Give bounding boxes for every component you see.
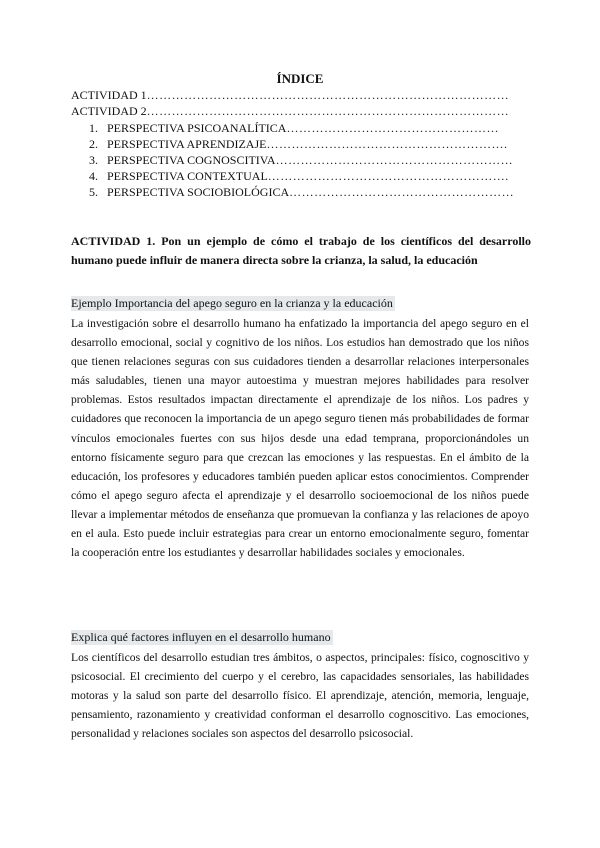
toc-subentry-sociobiologica[interactable]	[89, 185, 514, 200]
factors-subheading: Explica qué factores influyen en el desarrollo humano	[71, 630, 331, 644]
toc-leader-dots: …………………………………………………	[275, 153, 514, 167]
toc-subentry-label: PERSPECTIVA CONTEXTUAL	[107, 169, 268, 183]
toc-subentry-aprendizaje[interactable]	[89, 137, 507, 152]
toc-subentry-psicoanalitica[interactable]	[89, 121, 499, 136]
toc-leader-dots: ………………………………………………	[289, 185, 515, 199]
toc-title: ÍNDICE	[276, 71, 324, 86]
toc-subentry-number: 2.	[89, 137, 98, 151]
toc-entry-actividad-2[interactable]	[71, 104, 509, 119]
toc-leader-dots: ………………………………………………….	[266, 137, 508, 151]
toc-subentry-number: 4.	[89, 169, 98, 183]
toc-subentry-number: 3.	[89, 153, 98, 167]
toc-subentry-number: 5.	[89, 185, 98, 199]
toc-subentry-label: PERSPECTIVA SOCIOBIOLÓGICA	[107, 185, 290, 199]
toc-subentry-label: PERSPECTIVA COGNOSCITIVA	[107, 153, 276, 167]
toc-subentry-contextual[interactable]	[89, 169, 509, 184]
activity-1-heading: ACTIVIDAD 1. Pon un ejemplo de cómo el trabajo de los científicos del desarrollo humano puede influir de manera directa sobre la crianza, la salud, la educación	[71, 234, 531, 267]
toc-subentry-label: PERSPECTIVA APRENDIZAJE	[107, 137, 267, 151]
example-subheading: Ejemplo Importancia del apego seguro en la crianza y la educación	[71, 296, 393, 310]
factors-paragraph: Los científicos del desarrollo estudian tres ámbitos, o aspectos, principales: físico, cognoscitivo y psicosocial. El crecimiento del cuerpo y el cerebro, las capacidades sensoriales, las habilidades motoras y la salud son parte del desarrollo físico. El aprendizaje, atención, memoria, lenguaje, pensamiento, razonamiento y creatividad conforman el desarrollo cognoscitivo. Las emociones, personalidad y relaciones sociales son aspectos del desarrollo psicosocial.	[71, 651, 529, 741]
toc-leader-dots: ……………………………………………………………………………	[146, 88, 510, 102]
toc-entry-actividad-1[interactable]	[71, 88, 509, 103]
example-paragraph: La investigación sobre el desarrollo humano ha enfatizado la importancia del apego seguro en el desarrollo emocional, social y cognitivo de los niños. Los estudios han demostrado que los niños que tienen relaciones seguras con sus cuidadores tienden a desarrollar relaciones interpersonales más saludables, tienen una mayor autoestima y muestran mejores habilidades para resolver problemas. Estos resultados impactan directamente el aprendizaje de los niños. Los padres y cuidadores que reconocen la importancia de un apego seguro tienen más probabilidades de formar vínculos emocionales fuertes con sus hijos desde una edad temprana, proporcionándoles un entorno físicamente seguro para que crezcan las emociones y las respuestas. En el ámbito de la educación, los profesores y educadores también pueden aplicar estos conocimientos. Comprender cómo el apego seguro afecta el aprendizaje y el desarrollo socioemocional de los niños puede llevar a implementar métodos de enseñanza que promuevan la confianza y las relaciones de apoyo en el aula. Esto puede incluir estrategias para crear un entorno emocionalmente seguro, fomentar la cooperación entre los estudiantes y desarrollar habilidades sociales y emocionales.	[71, 317, 529, 560]
toc-leader-dots: ………………………………………………….	[267, 169, 509, 183]
toc-entry-label: ACTIVIDAD 1	[71, 88, 147, 102]
toc-subentry-number: 1.	[89, 121, 98, 135]
toc-subentry-cognoscitiva[interactable]	[89, 153, 513, 168]
toc-subentry-label: PERSPECTIVA PSICOANALÍTICA	[107, 121, 287, 135]
toc-leader-dots: ……………………………………………………………………………	[146, 104, 510, 118]
toc-leader-dots: ……………………………………………	[286, 121, 499, 135]
toc-entry-label: ACTIVIDAD 2	[71, 104, 147, 118]
